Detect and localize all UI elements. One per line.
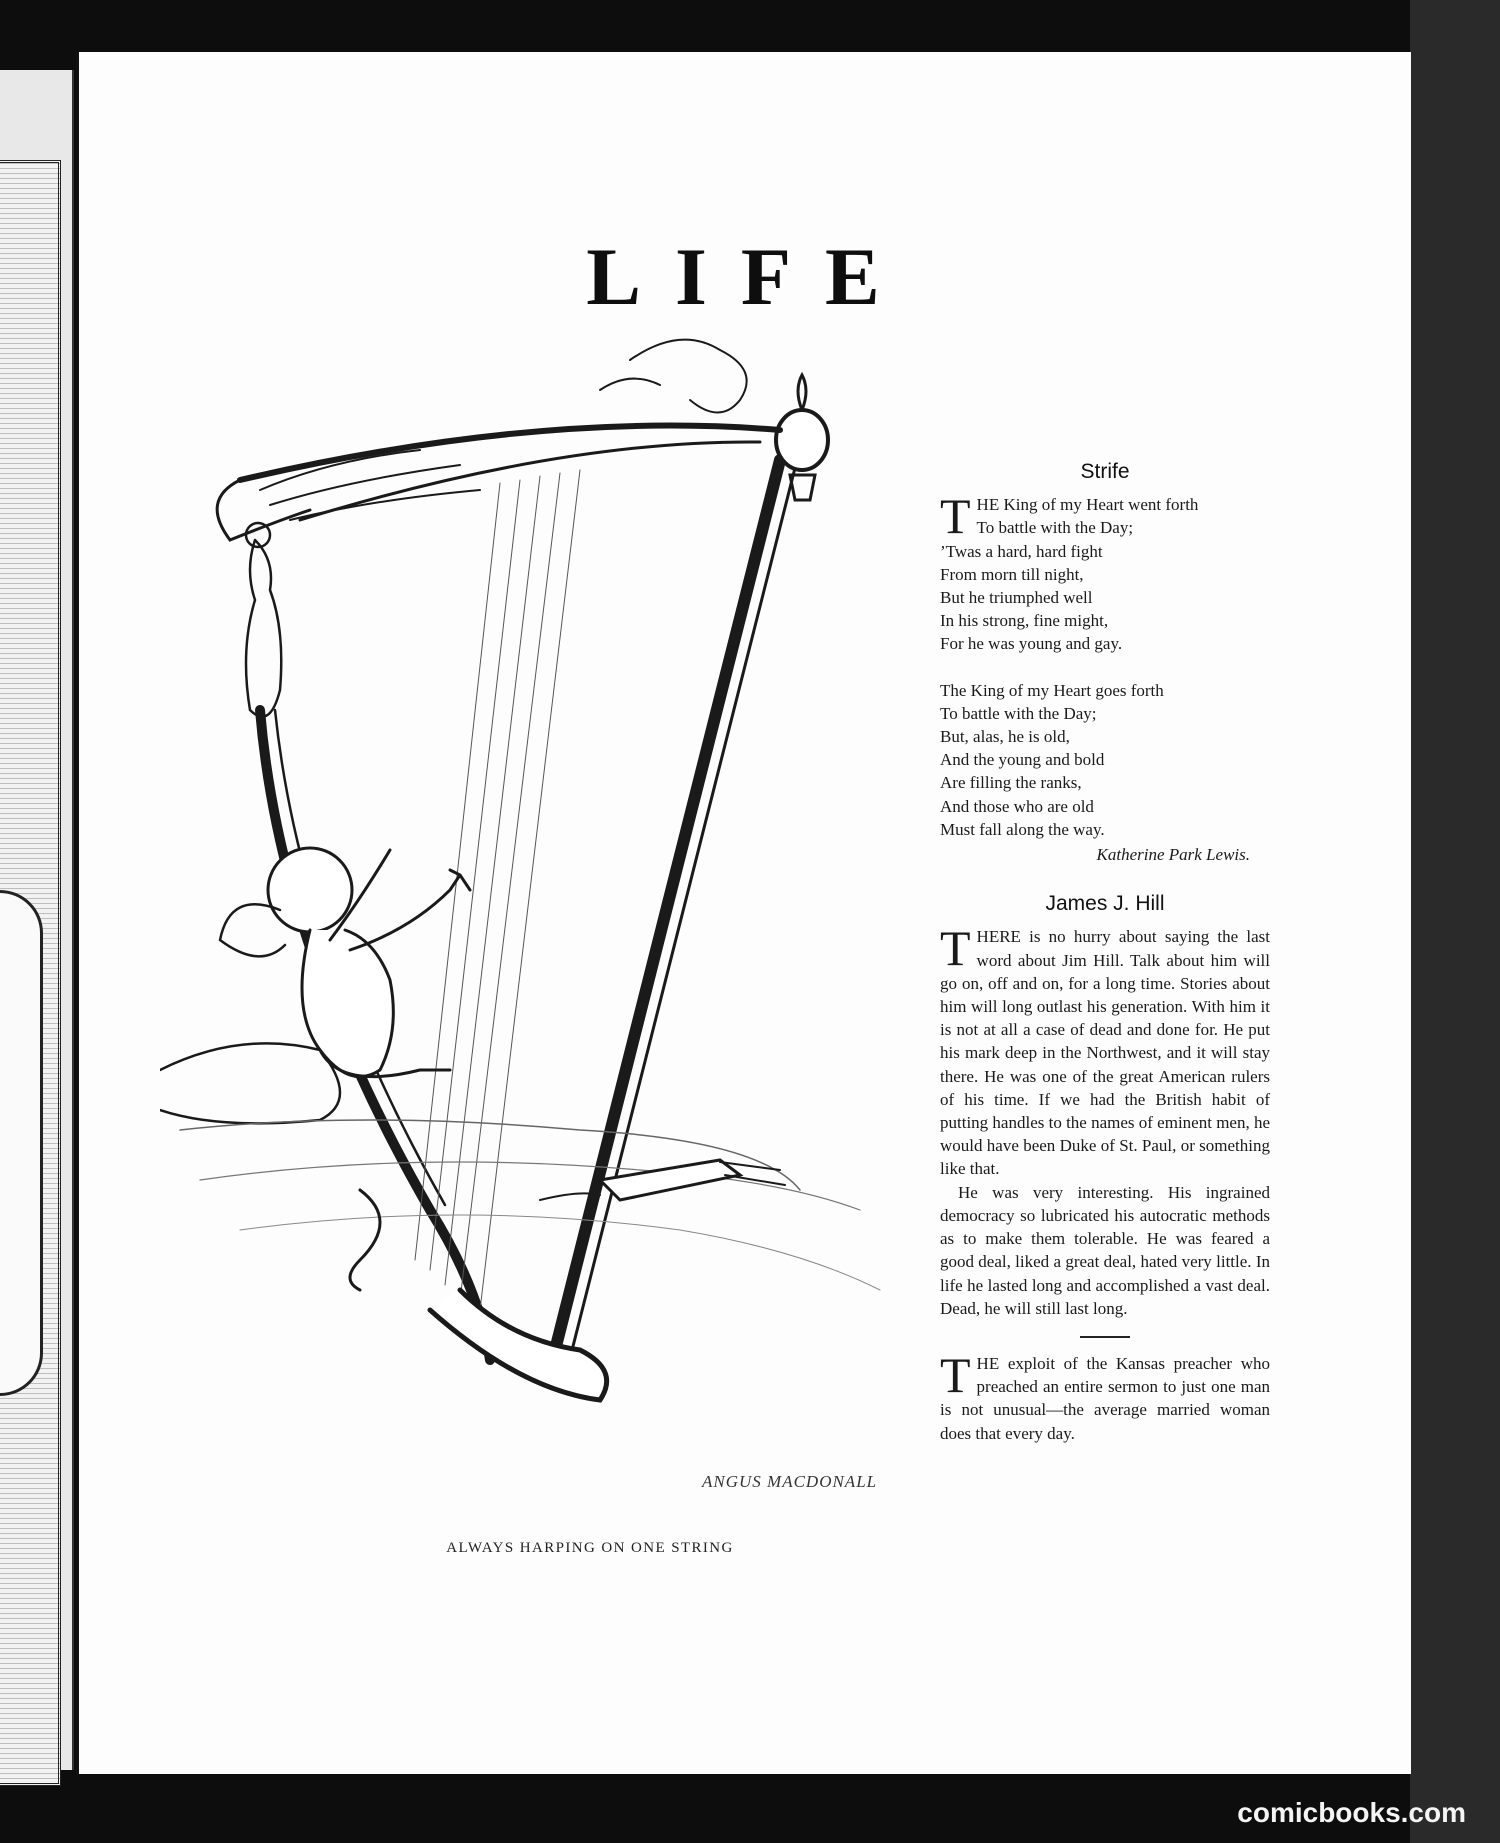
hill-article: [940, 920, 1271, 1319]
hill-dropcap: T: [940, 920, 971, 977]
poem-line: And the young and bold: [940, 750, 1105, 770]
poem-line: In his strong, fine might,: [940, 611, 1109, 631]
hill-title: James J. Hill: [1045, 892, 1165, 916]
kansas-dropcap: T: [940, 1346, 971, 1403]
strife-title: Strife: [1080, 460, 1130, 483]
kansas-paragraph: THE exploit of the Kansas preacher who preached an entire sermon to just one man is not unusual—the average married woman does that every day.: [940, 1346, 1270, 1443]
poem-line: But, alas, he is old,: [940, 727, 1070, 747]
strife-dropcap: T: [940, 488, 971, 545]
section-divider: [1080, 1336, 1130, 1338]
site-watermark: comicbooks.com: [1237, 1797, 1466, 1828]
poem-line: And those who are old: [940, 796, 1094, 816]
poem-line: To battle with the Day;: [976, 518, 1134, 538]
poem-line: For he was young and gay.: [940, 634, 1123, 654]
poem-line: Must fall along the way.: [940, 819, 1105, 839]
strife-poem: [940, 488, 1270, 866]
poem-line: But he triumphed well: [940, 588, 1093, 608]
masthead-title: LIFE: [586, 231, 914, 322]
artist-signature: ANGUS MACDONALL: [702, 1472, 878, 1491]
poem-line: ’Twas a hard, hard fight: [940, 541, 1103, 561]
poem-line: HE King of my Heart went forth: [976, 495, 1199, 515]
poem-line: From morn till night,: [940, 564, 1084, 584]
poem-author: Katherine Park Lewis.: [1096, 845, 1250, 865]
previous-page-edge: [0, 70, 74, 1770]
poem-line: To battle with the Day;: [940, 703, 1097, 723]
harp-cupid-illustration: [160, 330, 920, 1540]
kansas-item: [940, 1346, 1270, 1445]
hill-paragraph-2: He was very interesting. His ingrained democracy so lubricated his autocratic methods as to make them tolerable. He was feared a good deal, liked a great deal, hated very little. In life he lasted long and accomplished a vast deal. Dead, he will still last long.: [940, 1182, 1270, 1318]
poem-line: The King of my Heart goes forth: [940, 680, 1164, 700]
previous-page-ornament: [0, 890, 43, 1396]
hill-paragraph-1: THERE is no hurry about saying the last word about Jim Hill. Talk about him will go on, off and on, for a long time. Stories about him will long outlast his generation. With him it is not at all a case of dead and done for. He put his mark deep in the Northwest, and it will stay there. He was one of the great American rulers of his time. If we had the British habit of putting handles to the names of eminent men, he would have been Duke of St. Paul, or something like that.: [940, 920, 1271, 1179]
illustration-caption: ALWAYS HARPING ON ONE STRING: [446, 1540, 734, 1556]
poem-line: Are filling the ranks,: [940, 773, 1082, 793]
text-column: [940, 460, 1270, 1445]
